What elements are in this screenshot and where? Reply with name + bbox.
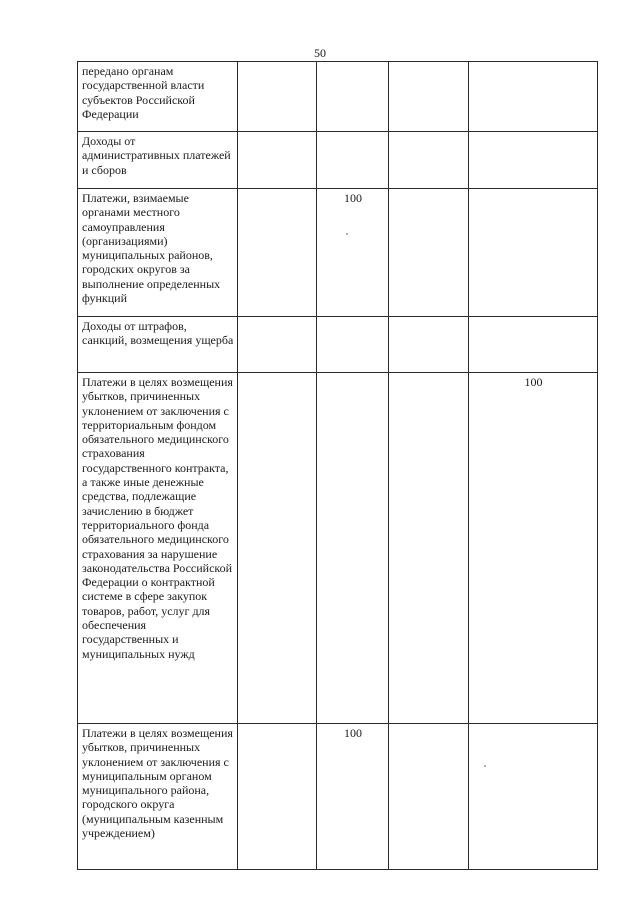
row-description: Платежи в целях возмещения убытков, причиненных уклонением от заключения с муниципальным органом муниципального района, городского округа (муниципальным казенным учреждением) <box>78 724 238 870</box>
value-cell <box>389 317 469 373</box>
value-cell <box>317 132 389 189</box>
row-description: Платежи в целях возмещения убытков, причиненных уклонением от заключения с территориальным фондом обязательного медицинского страхования государственного контракта, а также иные денежные средства, подлежащие зачислению в бюджет территориального фонда обязательного медицинского страхования за нарушение законодательства Российской Федерации о контрактной системе в сфере закупок товаров, работ, услуг для обеспечения государственных и муниципальных нужд <box>78 373 238 724</box>
table-row <box>78 132 598 189</box>
value-cell <box>238 189 317 317</box>
value-cell <box>238 132 317 189</box>
value-cell <box>389 132 469 189</box>
value-cell <box>238 724 317 870</box>
value-cell <box>238 62 317 132</box>
value-cell: 100 <box>317 724 389 870</box>
table-row <box>78 62 598 132</box>
table-row <box>78 373 598 724</box>
value-cell <box>469 62 598 132</box>
value-cell: 100 <box>317 189 389 317</box>
revenue-distribution-table <box>77 61 598 870</box>
value-cell <box>389 373 469 724</box>
table-row <box>78 189 598 317</box>
value-cell <box>469 189 598 317</box>
value-cell <box>389 62 469 132</box>
row-description: передано органам государственной власти субъектов Российской Федерации <box>78 62 238 132</box>
value-cell <box>317 62 389 132</box>
value-cell <box>469 724 598 870</box>
value-cell <box>389 189 469 317</box>
table-row <box>78 317 598 373</box>
value-cell <box>469 317 598 373</box>
row-description: Доходы от штрафов, санкций, возмещения ущерба <box>78 317 238 373</box>
value-cell <box>317 317 389 373</box>
value-cell <box>238 373 317 724</box>
row-description: Платежи, взимаемые органами местного самоуправления (организациями) муниципальных районов, городских округов за выполнение определенных функций <box>78 189 238 317</box>
value-cell <box>317 373 389 724</box>
value-cell <box>469 132 598 189</box>
value-cell <box>238 317 317 373</box>
page-number: 50 <box>314 46 326 60</box>
table-row <box>78 724 598 870</box>
value-cell: 100 <box>469 373 598 724</box>
row-description: Доходы от административных платежей и сборов <box>78 132 238 189</box>
value-cell <box>389 724 469 870</box>
scan-speck <box>346 233 348 235</box>
scan-speck <box>484 765 486 767</box>
